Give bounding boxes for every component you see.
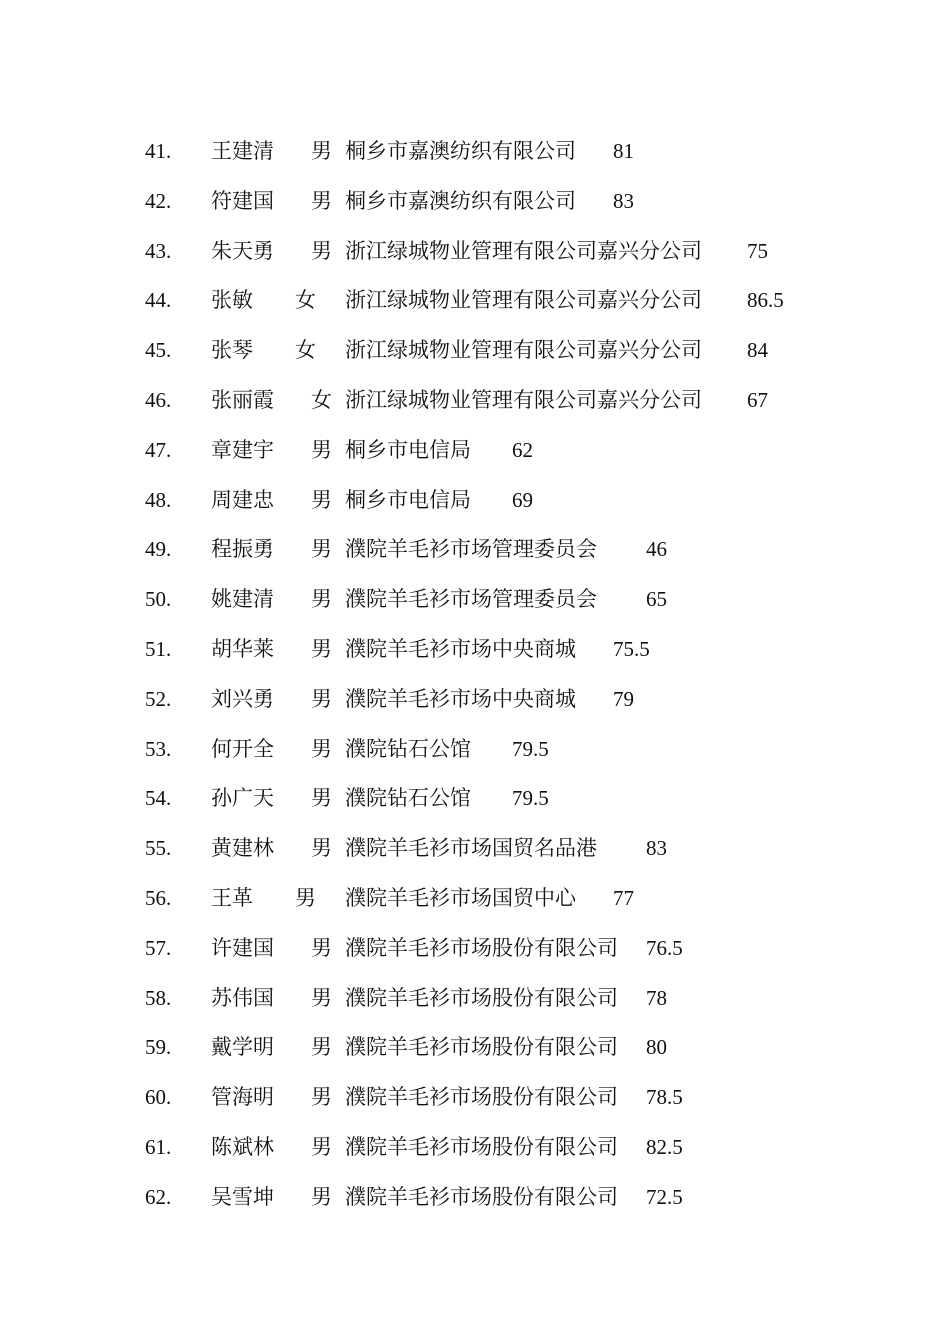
- row-number: 49.: [145, 537, 172, 562]
- row-number: 56.: [145, 885, 172, 910]
- participant-organization: 濮院钻石公馆: [345, 736, 471, 761]
- participant-sex: 男: [311, 188, 332, 213]
- participant-score: 75: [747, 238, 768, 263]
- row-number: 60.: [145, 1085, 172, 1110]
- participant-sex: 男: [311, 238, 332, 263]
- row-number: 44.: [145, 288, 172, 313]
- participant-organization: 濮院羊毛衫市场中央商城: [345, 636, 576, 661]
- participant-score: 72.5: [646, 1184, 683, 1209]
- list-row: [0, 977, 950, 1027]
- participant-organization: 濮院羊毛衫市场国贸中心: [345, 885, 576, 910]
- participant-score: 46: [646, 537, 667, 562]
- participant-sex: 男: [311, 935, 332, 960]
- participant-sex: 男: [311, 686, 332, 711]
- list-row: [0, 927, 950, 977]
- participant-score: 77: [613, 885, 634, 910]
- participant-organization: 浙江绿城物业管理有限公司嘉兴分公司: [345, 387, 702, 412]
- participant-sex: 男: [311, 537, 332, 562]
- participant-score: 78.5: [646, 1085, 683, 1110]
- list-row: [0, 628, 950, 678]
- row-number: 59.: [145, 1035, 172, 1060]
- row-number: 52.: [145, 686, 172, 711]
- participant-organization: 濮院羊毛衫市场国贸名品港: [345, 836, 597, 861]
- participant-sex: 男: [311, 437, 332, 462]
- participant-score: 83: [646, 836, 667, 861]
- participant-organization: 浙江绿城物业管理有限公司嘉兴分公司: [345, 338, 702, 363]
- participant-organization: 桐乡市嘉澳纺织有限公司: [345, 139, 576, 163]
- participant-sex: 男: [311, 985, 332, 1010]
- participant-score: 76.5: [646, 935, 683, 960]
- row-number: 54.: [145, 786, 172, 811]
- participant-organization: 濮院钻石公馆: [345, 786, 471, 811]
- participant-organization: 濮院羊毛衫市场股份有限公司: [345, 1134, 618, 1159]
- participant-name: 周建忠: [211, 487, 274, 512]
- participant-organization: 濮院羊毛衫市场股份有限公司: [345, 1085, 618, 1110]
- participant-score: 62: [512, 437, 533, 462]
- list-row: [0, 578, 950, 628]
- participant-organization: 濮院羊毛衫市场管理委员会: [345, 587, 597, 612]
- list-row: [0, 180, 950, 230]
- row-number: 55.: [145, 836, 172, 861]
- participant-sex: 男: [311, 736, 332, 761]
- row-number: 53.: [145, 736, 172, 761]
- participant-name: 黄建林: [211, 836, 274, 861]
- participant-sex: 男: [311, 1184, 332, 1209]
- list-row: [0, 379, 950, 429]
- participant-sex: 女: [295, 338, 316, 363]
- participant-sex: 女: [311, 387, 332, 412]
- list-row: [0, 728, 950, 778]
- list-row: [0, 877, 950, 927]
- participant-organization: 浙江绿城物业管理有限公司嘉兴分公司: [345, 288, 702, 313]
- participant-name: 张敏: [211, 288, 253, 313]
- participant-sex: 男: [295, 885, 316, 910]
- row-number: 46.: [145, 387, 172, 412]
- participant-sex: 男: [311, 487, 332, 512]
- participant-organization: 濮院羊毛衫市场股份有限公司: [345, 985, 618, 1010]
- list-row: [0, 479, 950, 529]
- row-number: 47.: [145, 437, 172, 462]
- row-number: 58.: [145, 985, 172, 1010]
- participant-name: 何开全: [211, 736, 274, 761]
- participant-name: 王革: [211, 885, 253, 910]
- row-number: 62.: [145, 1184, 172, 1209]
- participant-name: 章建宇: [211, 437, 274, 462]
- participant-organization: 濮院羊毛衫市场中央商城: [345, 686, 576, 711]
- participant-sex: 男: [311, 1085, 332, 1110]
- list-row: [0, 1176, 950, 1226]
- participant-name: 陈斌林: [211, 1134, 274, 1159]
- participant-score: 81: [613, 139, 634, 163]
- participant-name: 王建清: [211, 139, 274, 163]
- participant-score: 79.5: [512, 736, 549, 761]
- participant-score: 80: [646, 1035, 667, 1060]
- participant-organization: 桐乡市电信局: [345, 487, 471, 512]
- participant-organization: 濮院羊毛衫市场管理委员会: [345, 537, 597, 562]
- participant-name: 符建国: [211, 188, 274, 213]
- list-row: [0, 130, 950, 180]
- participant-sex: 女: [295, 288, 316, 313]
- participant-name: 张丽霞: [211, 387, 274, 412]
- participant-score: 78: [646, 985, 667, 1010]
- participant-name: 苏伟国: [211, 985, 274, 1010]
- list-row: [0, 777, 950, 827]
- participant-name: 孙广天: [211, 786, 274, 811]
- participant-sex: 男: [311, 139, 332, 163]
- row-number: 43.: [145, 238, 172, 263]
- list-row: [0, 429, 950, 479]
- list-row: [0, 329, 950, 379]
- row-number: 41.: [145, 139, 172, 163]
- participant-name: 管海明: [211, 1085, 274, 1110]
- participant-sex: 男: [311, 786, 332, 811]
- list-row: [0, 279, 950, 329]
- participant-name: 张琴: [211, 338, 253, 363]
- participant-name: 戴学明: [211, 1035, 274, 1060]
- participant-sex: 男: [311, 1035, 332, 1060]
- row-number: 51.: [145, 636, 172, 661]
- row-number: 48.: [145, 487, 172, 512]
- row-number: 45.: [145, 338, 172, 363]
- participant-name: 程振勇: [211, 537, 274, 562]
- participant-score: 65: [646, 587, 667, 612]
- participant-organization: 桐乡市电信局: [345, 437, 471, 462]
- row-number: 61.: [145, 1134, 172, 1159]
- row-number: 50.: [145, 587, 172, 612]
- participant-organization: 浙江绿城物业管理有限公司嘉兴分公司: [345, 238, 702, 263]
- list-row: [0, 1076, 950, 1126]
- participant-score: 86.5: [747, 288, 784, 313]
- participant-sex: 男: [311, 1134, 332, 1159]
- list-row: [0, 827, 950, 877]
- participant-organization: 桐乡市嘉澳纺织有限公司: [345, 188, 576, 213]
- participant-name: 吴雪坤: [211, 1184, 274, 1209]
- list-row: [0, 528, 950, 578]
- participant-score: 79: [613, 686, 634, 711]
- participant-organization: 濮院羊毛衫市场股份有限公司: [345, 1035, 618, 1060]
- participant-score: 79.5: [512, 786, 549, 811]
- row-number: 57.: [145, 935, 172, 960]
- participant-score: 75.5: [613, 636, 650, 661]
- participant-sex: 男: [311, 836, 332, 861]
- participant-score: 84: [747, 338, 768, 363]
- participant-name: 姚建清: [211, 587, 274, 612]
- participant-sex: 男: [311, 636, 332, 661]
- participant-name: 刘兴勇: [211, 686, 274, 711]
- participant-organization: 濮院羊毛衫市场股份有限公司: [345, 935, 618, 960]
- participant-score: 67: [747, 387, 768, 412]
- participant-list: [0, 130, 950, 1226]
- participant-name: 胡华莱: [211, 636, 274, 661]
- list-row: [0, 1026, 950, 1076]
- list-row: [0, 230, 950, 280]
- participant-name: 朱天勇: [211, 238, 274, 263]
- participant-organization: 濮院羊毛衫市场股份有限公司: [345, 1184, 618, 1209]
- row-number: 42.: [145, 188, 172, 213]
- participant-score: 83: [613, 188, 634, 213]
- participant-name: 许建国: [211, 935, 274, 960]
- list-row: [0, 678, 950, 728]
- list-row: [0, 1126, 950, 1176]
- participant-score: 69: [512, 487, 533, 512]
- participant-sex: 男: [311, 587, 332, 612]
- participant-score: 82.5: [646, 1134, 683, 1159]
